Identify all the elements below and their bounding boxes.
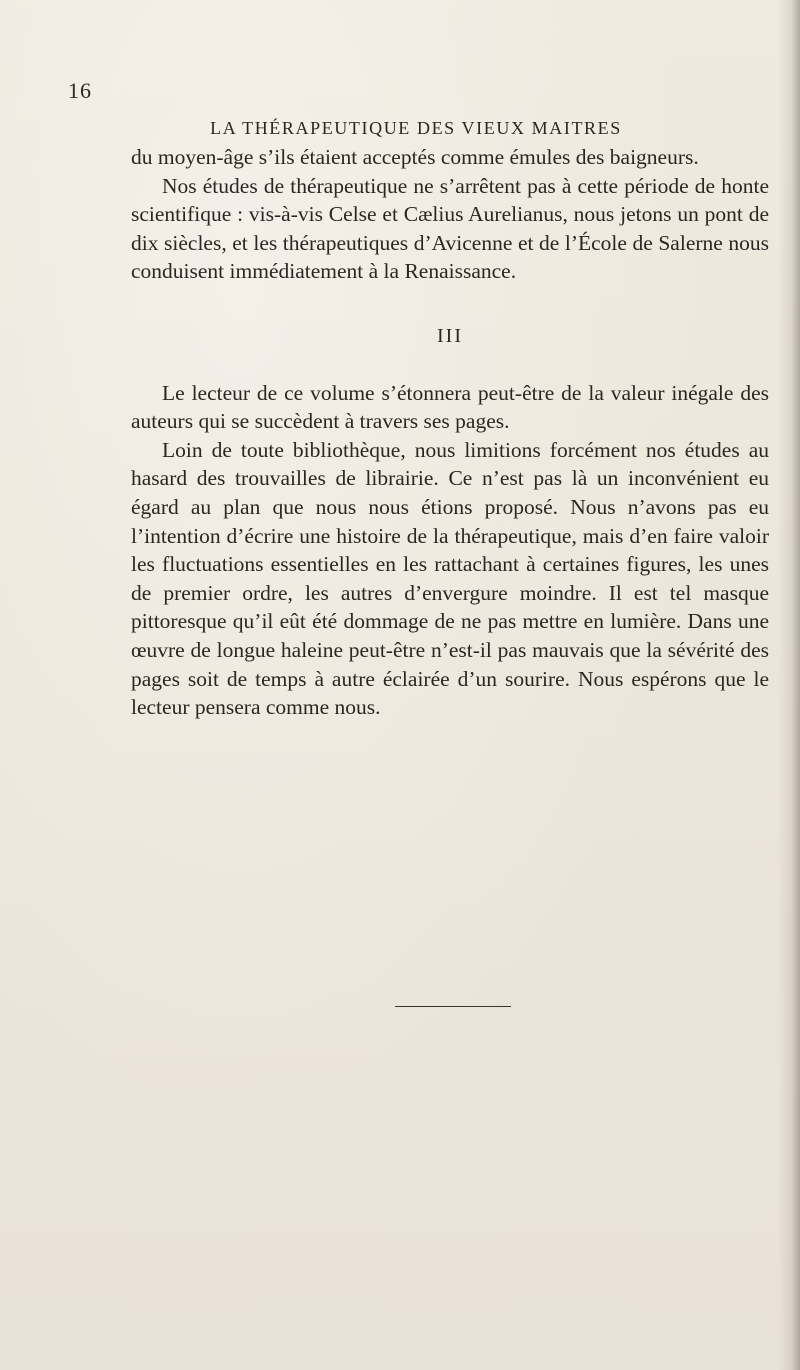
running-title: LA THÉRAPEUTIQUE DES VIEUX MAITRES [210, 118, 622, 138]
page-number: 16 [68, 78, 92, 103]
paragraph-library: Loin de toute bibliothèque, nous limitions forcément nos études au hasard des trouvailles de librairie. Ce n’est pas là un inconvénient eu égard au plan que nous nous étions proposé. Nous n’avons pas eu l’intention d’écrire une histoire de la thérapeutique, mais d’en faire valoir les fluctuations essentielles en les rattachant à certaines figures, les unes de premier ordre, les autres d’envergure moindre. Il est tel masque pittoresque qu’il eût été dommage de ne pas mettre en lumière. Dans une œuvre de longue haleine peut-être n’est-il pas mauvais que la sévérité des pages soit de temps à autre éclairée d’un sourire. Nous espérons que le lecteur pensera comme nous. [131, 437, 769, 720]
body-text [131, 143, 769, 722]
paragraph-reader: Le lecteur de ce volume s’étonnera peut-être de la valeur inégale des auteurs qui se succèdent à travers ses pages. [131, 380, 769, 434]
section-heading: III [437, 324, 463, 347]
paragraph-continuation: du moyen-âge s’ils étaient acceptés comme émules des baigneurs. [131, 145, 699, 169]
paragraph-therapeutic-studies: Nos études de thérapeutique ne s’arrêtent pas à cette période de honte scientifique : vis-à-vis Celse et Cælius Aurelianus, nous jetons un pont de dix siècles, et les thérapeutiques d’Avicenne et de l’École de Salerne nous conduisent immédiatement à la Renaissance. [131, 173, 769, 284]
page-edge-shadow [778, 0, 800, 1370]
end-rule-divider [395, 1006, 511, 1007]
